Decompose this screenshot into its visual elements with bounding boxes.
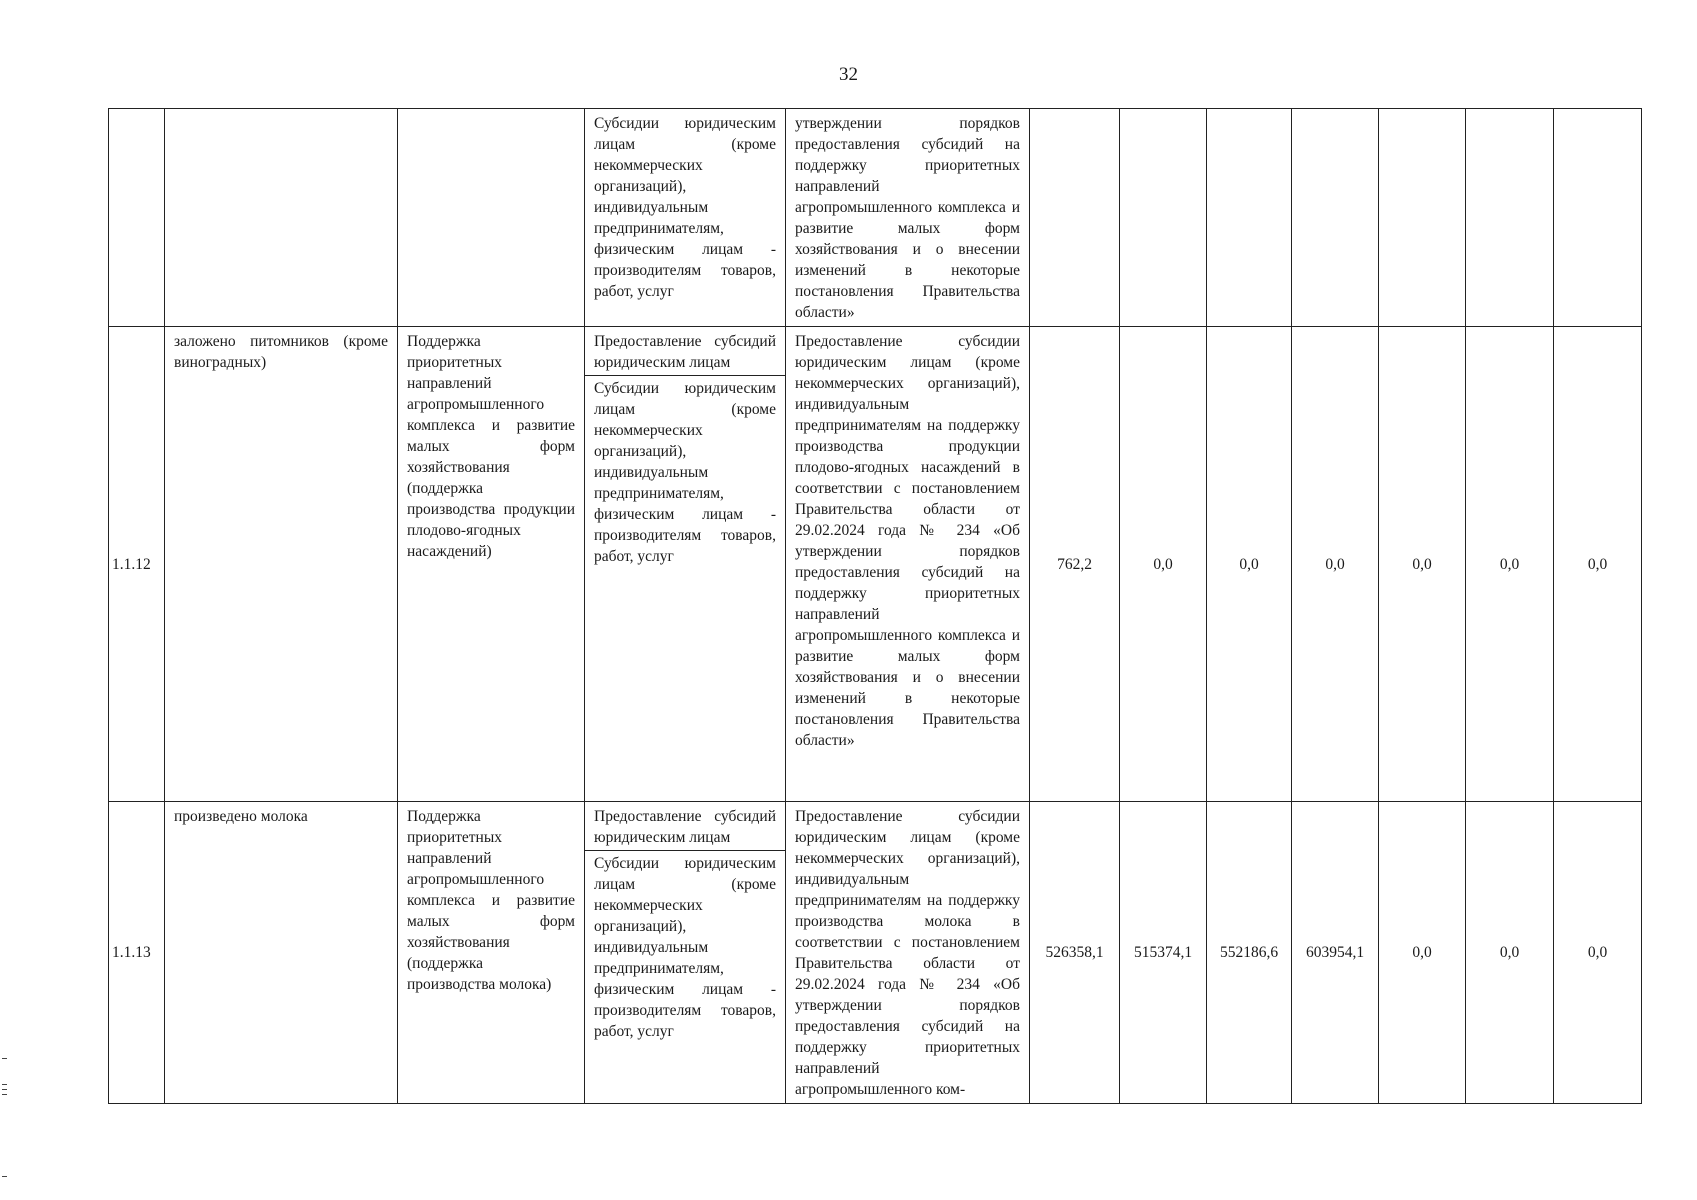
value-cell: 0,0 <box>1379 327 1466 802</box>
event-cell <box>398 109 585 327</box>
program-table <box>108 108 1642 1104</box>
form-cell: Субсидии юридическим лицам (кроме некоммерческих организаций), индивидуальным предпринимателям, физическим лицам - производителям товаров, работ, услуг <box>585 109 786 327</box>
margin-mark <box>2 1058 7 1059</box>
margin-mark <box>2 1089 7 1090</box>
form-title: Предоставление субсидий юридическим лицам <box>585 327 785 376</box>
indicator-cell: произведено молока <box>165 802 398 1104</box>
value-cell <box>1030 109 1120 327</box>
value-cell: 552186,6 <box>1207 802 1292 1104</box>
table-row <box>109 802 1642 1104</box>
form-detail: Субсидии юридическим лицам (кроме некоммерческих организаций), индивидуальным предпринимателям, физическим лицам - производителям товаров, работ, услуг <box>594 855 776 1040</box>
value-cell <box>1466 109 1554 327</box>
value-cell: 515374,1 <box>1120 802 1207 1104</box>
value-cell <box>1207 109 1292 327</box>
value-cell <box>1292 109 1379 327</box>
value-cell: 0,0 <box>1466 802 1554 1104</box>
value-cell: 762,2 <box>1030 327 1120 802</box>
indicator-cell: заложено питомников (кроме виноградных) <box>165 327 398 802</box>
indicator-cell <box>165 109 398 327</box>
value-cell: 526358,1 <box>1030 802 1120 1104</box>
form-detail: Субсидии юридическим лицам (кроме некоммерческих организаций), индивидуальным предпринимателям, физическим лицам - производителям товаров, работ, услуг <box>594 380 776 565</box>
value-cell <box>1120 109 1207 327</box>
value-cell: 0,0 <box>1554 327 1642 802</box>
value-cell: 0,0 <box>1207 327 1292 802</box>
value-cell: 0,0 <box>1292 327 1379 802</box>
margin-mark <box>2 1084 7 1085</box>
event-cell: Поддержка приоритетных направлений агропромышленного комплекса и развитие малых форм хозяйствования (поддержка производства молока) <box>398 802 585 1104</box>
margin-mark <box>2 1176 7 1177</box>
value-cell: 603954,1 <box>1292 802 1379 1104</box>
form-title: Предоставление субсидий юридическим лицам <box>585 802 785 851</box>
row-code: 1.1.12 <box>109 327 165 802</box>
value-cell: 0,0 <box>1466 327 1554 802</box>
basis-cell: утверждении порядков предоставления субсидий на поддержку приоритетных направлений агропромышленного комплекса и развитие малых форм хозяйствования и о внесении изменений в некоторые постановления Правительства области» <box>786 109 1030 327</box>
event-cell: Поддержка приоритетных направлений агропромышленного комплекса и развитие малых форм хозяйствования (поддержка производства продукции плодово-ягодных насаждений) <box>398 327 585 802</box>
continuation-row <box>109 109 1642 327</box>
basis-cell: Предоставление субсидии юридическим лицам (кроме некоммерческих организаций), индивидуальным предпринимателям на поддержку производства молока в соответствии с постановлением Правительства области от 29.02.2024 года № 234 «Об утверждении порядков предоставления субсидий на поддержку приоритетных направлений агропромышленного ком- <box>786 802 1030 1104</box>
value-cell <box>1554 109 1642 327</box>
form-cell <box>585 802 786 1104</box>
form-cell <box>585 327 786 802</box>
code-cell <box>109 109 165 327</box>
page-number: 32 <box>839 64 858 85</box>
row-code: 1.1.13 <box>109 802 165 1104</box>
value-cell: 0,0 <box>1379 802 1466 1104</box>
table-row <box>109 327 1642 802</box>
basis-cell: Предоставление субсидии юридическим лицам (кроме некоммерческих организаций), индивидуальным предпринимателям на поддержку производства продукции плодово-ягодных насаждений в соответствии с постановлением Правительства области от 29.02.2024 года № 234 «Об утверждении порядков предоставления субсидий на поддержку приоритетных направлений агропромышленного комплекса и развитие малых форм хозяйствования и о внесении изменений в некоторые постановления Правительства области» <box>786 327 1030 802</box>
value-cell: 0,0 <box>1554 802 1642 1104</box>
margin-mark <box>2 1094 7 1095</box>
value-cell: 0,0 <box>1120 327 1207 802</box>
value-cell <box>1379 109 1466 327</box>
